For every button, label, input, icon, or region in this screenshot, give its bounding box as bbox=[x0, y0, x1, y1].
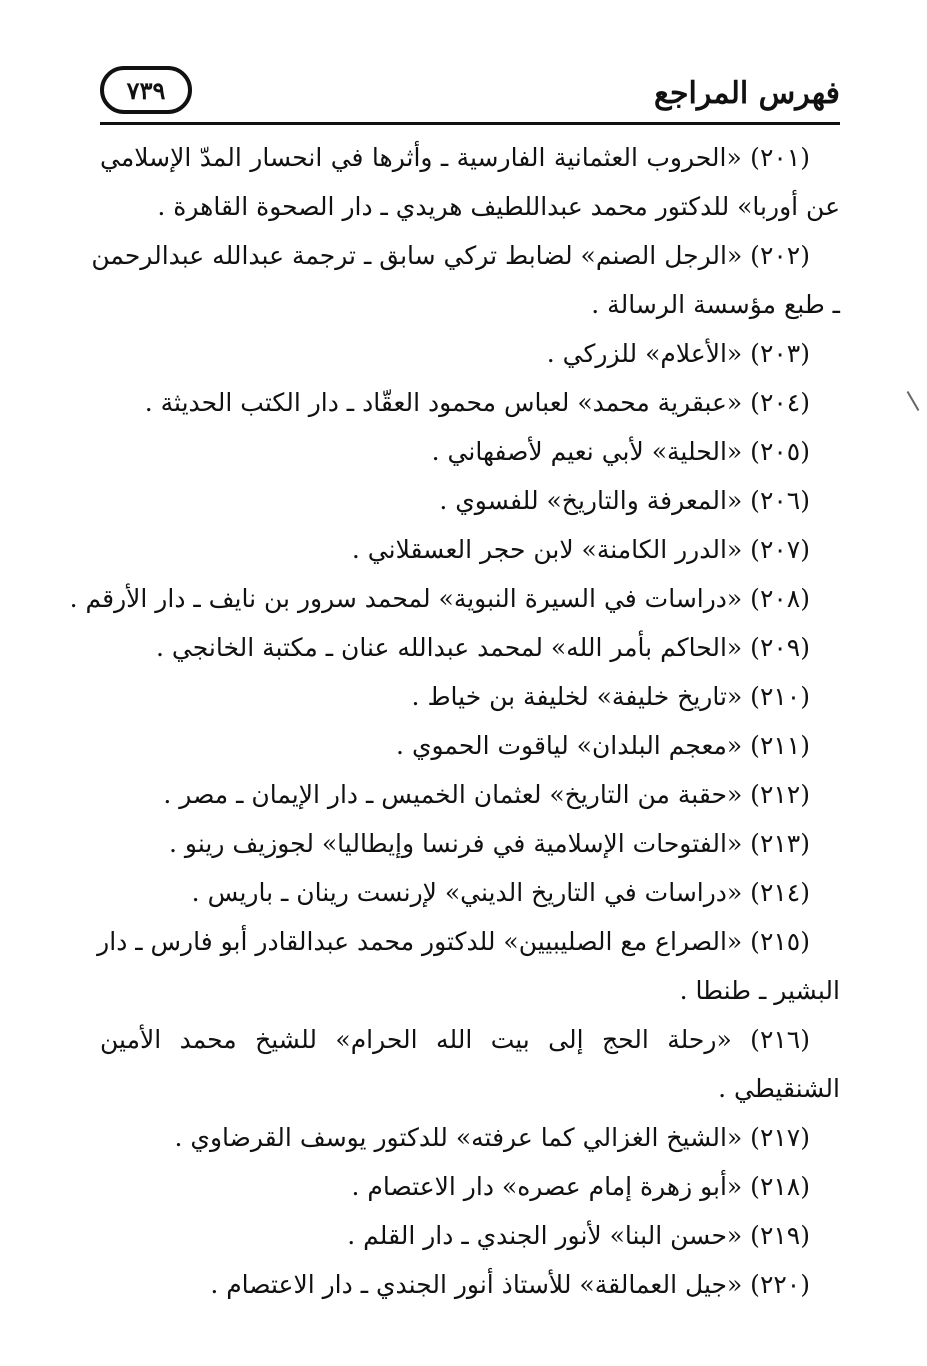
reference-line: (٢١٧) «الشيخ الغزالي كما عرفته» للدكتور يوسف القرضاوي . bbox=[174, 1123, 810, 1152]
header-divider bbox=[100, 122, 840, 125]
reference-line: ـ طبع مؤسسة الرسالة . bbox=[591, 290, 840, 319]
reference-line: (٢١٩) «حسن البنا» لأنور الجندي ـ دار القلم . bbox=[347, 1221, 810, 1250]
reference-line: (٢١٣) «الفتوحات الإسلامية في فرنسا وإيطاليا» لجوزيف رينو . bbox=[169, 829, 810, 858]
reference-line: (٢١٨) «أبو زهرة إمام عصره» دار الاعتصام . bbox=[351, 1172, 810, 1201]
reference-line: (٢١٥) «الصراع مع الصليبيين» للدكتور محمد عبدالقادر أبو فارس ـ دار bbox=[97, 927, 810, 956]
margin-mark bbox=[907, 391, 920, 411]
reference-line: (٢١١) «معجم البلدان» لياقوت الحموي . bbox=[396, 731, 810, 760]
reference-line: (٢٠١) «الحروب العثمانية الفارسية ـ وأثرها في انحسار المدّ الإسلامي bbox=[100, 143, 810, 172]
reference-line: (٢٠٩) «الحاكم بأمر الله» لمحمد عبدالله عنان ـ مكتبة الخانجي . bbox=[156, 633, 810, 662]
reference-line: الشنقيطي . bbox=[718, 1074, 840, 1103]
page-header bbox=[100, 62, 840, 124]
reference-line: (٢٠٥) «الحلية» لأبي نعيم لأصفهاني . bbox=[431, 437, 810, 466]
reference-line: عن أوربا» للدكتور محمد عبداللطيف هريدي ـ دار الصحوة القاهرة . bbox=[157, 192, 840, 221]
reference-line: (٢٠٨) «دراسات في السيرة النبوية» لمحمد سرور بن نايف ـ دار الأرقم . bbox=[69, 584, 810, 613]
page-number: ٧٣٩ bbox=[100, 66, 192, 114]
reference-line: (٢١٤) «دراسات في التاريخ الديني» لإرنست رينان ـ باريس . bbox=[191, 878, 810, 907]
reference-line: (٢٢٠) «جيل العمالقة» للأستاذ أنور الجندي ـ دار الاعتصام . bbox=[210, 1270, 810, 1299]
reference-line: (٢١٢) «حقبة من التاريخ» لعثمان الخميس ـ دار الإيمان ـ مصر . bbox=[163, 780, 810, 809]
reference-line: (٢١٠) «تاريخ خليفة» لخليفة بن خياط . bbox=[411, 682, 810, 711]
reference-line: (٢٠٦) «المعرفة والتاريخ» للفسوي . bbox=[439, 486, 810, 515]
page-title: فهرس المراجع bbox=[653, 76, 840, 111]
reference-line: (٢٠٣) «الأعلام» للزركي . bbox=[546, 339, 810, 368]
reference-line: (٢٠٧) «الدرر الكامنة» لابن حجر العسقلاني . bbox=[351, 535, 810, 564]
reference-line: البشير ـ طنطا . bbox=[679, 976, 840, 1005]
reference-line: (٢٠٤) «عبقرية محمد» لعباس محمود العقّاد ـ دار الكتب الحديثة . bbox=[144, 388, 810, 417]
reference-line: (٢١٦) «رحلة الحج إلى بيت الله الحرام» للشيخ محمد الأمين bbox=[100, 1025, 810, 1054]
reference-line: (٢٠٢) «الرجل الصنم» لضابط تركي سابق ـ ترجمة عبدالله عبدالرحمن bbox=[91, 241, 810, 270]
